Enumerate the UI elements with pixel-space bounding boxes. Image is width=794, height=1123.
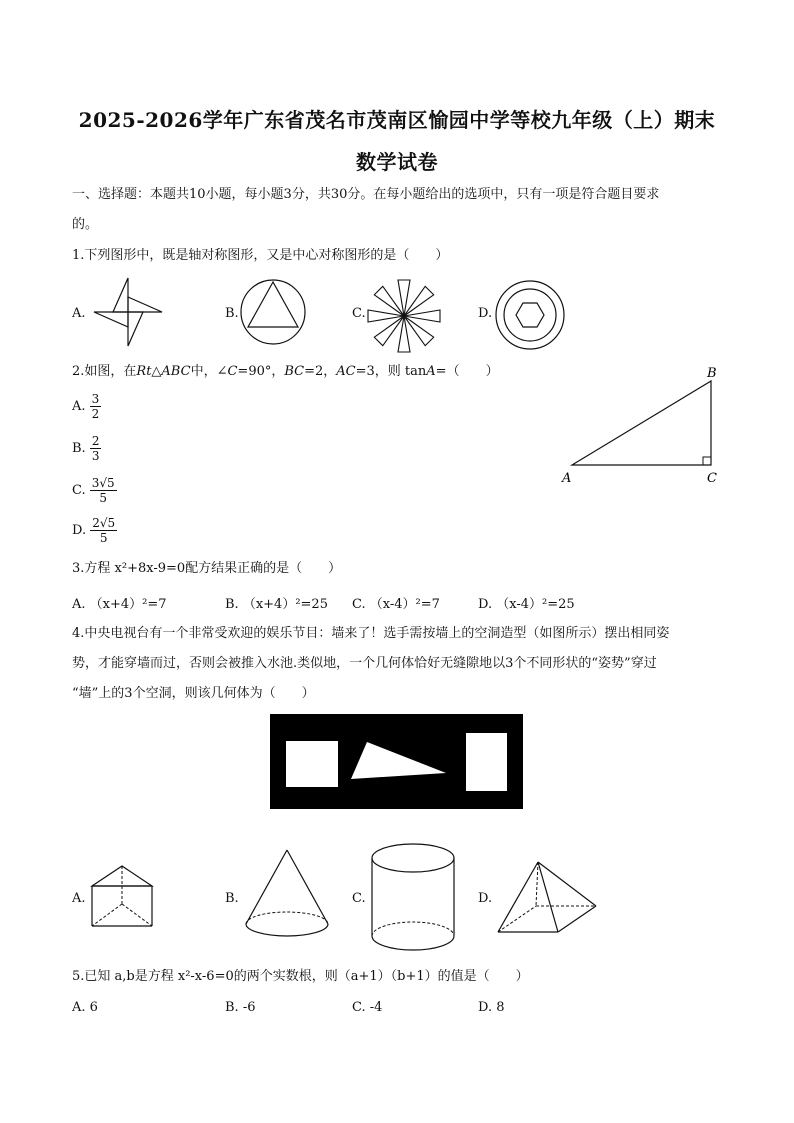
q2-option-d (72, 516, 117, 545)
section1-line1: 一、选择题：本题共10小题，每小题3分，共30分。在每小题给出的选项中，只有一项是符合题目要求 (72, 187, 660, 202)
numerator: 2√5 (92, 516, 116, 530)
q2-stem-angle-c: C (227, 364, 238, 379)
q2-stem-angle-a: A (426, 364, 436, 379)
q2-option-a (72, 392, 101, 421)
q2-stem-part: =3，则 tan (355, 364, 427, 379)
q3-stem: 3.方程 x²+8x-9=0配方结果正确的是（ ） (72, 561, 342, 576)
q1-option-a-label: A. (72, 306, 86, 321)
q2-stem-ac: AC (336, 364, 356, 379)
numerator: 3 (91, 392, 100, 406)
square-pyramid-icon (496, 860, 600, 936)
q4-stem-line1: 4.中央电视台有一个非常受欢迎的娱乐节目：墙来了！选手需按墙上的空洞造型（如图所示）摆出相同姿 (72, 626, 670, 641)
vertex-a-label: A (562, 471, 572, 486)
q4-option-d-label: D. (478, 891, 493, 906)
fraction (90, 516, 117, 545)
q3-option-b: B. （x+4）²=25 (225, 597, 328, 612)
q4-stem-line2: 势，才能穿墙而过，否则会被推入水池.类似地，一个几何体恰好无缝隙地以3个不同形状的“姿势”穿过 (72, 656, 657, 671)
q3-option-c: C. （x-4）²=7 (352, 597, 440, 612)
fraction (90, 476, 117, 505)
denominator: 5 (99, 531, 108, 545)
q5-option-d: D. 8 (478, 1000, 505, 1015)
paper-title-line2: 数学试卷 (356, 150, 438, 174)
q2-stem (72, 362, 499, 382)
fraction (90, 434, 102, 463)
q2-stem-triangle: △ABC (151, 364, 191, 379)
q2-stem-part: =2， (304, 364, 337, 379)
denominator: 2 (91, 407, 100, 421)
q2-stem-bc: BC (284, 364, 305, 379)
q2-option-b-label: B. (72, 441, 86, 456)
q3-option-a: A. （x+4）²=7 (72, 597, 167, 612)
circle-triangle-icon (240, 279, 306, 345)
paper-title-line1: 2025-2026学年广东省茂名市茂南区愉园中学等校九年级（上）期末 (78, 108, 716, 132)
q1-option-c-label: C. (352, 306, 366, 321)
cylinder-icon (370, 842, 456, 954)
vertex-c-label: C (707, 471, 717, 486)
section1-instructions (72, 180, 659, 240)
q2-stem-rt: Rt (136, 364, 152, 379)
numerator: 2 (91, 434, 100, 448)
windmill-icon (366, 278, 442, 354)
q5-stem: 5.已知 a,b是方程 x²-x-6=0的两个实数根，则（a+1）（b+1）的值是（ ） (72, 969, 529, 984)
q1-stem: 1.下列图形中，既是轴对称图形，又是中心对称图形的是（ ） (72, 248, 449, 263)
vertex-b-label: B (707, 366, 717, 381)
q2-stem-part: =90°， (237, 364, 285, 379)
q2-option-c-label: C. (72, 483, 86, 498)
pinwheel-icon (88, 276, 168, 348)
q5-option-a: A. 6 (72, 1000, 98, 1015)
fraction (90, 392, 102, 421)
denominator: 3 (91, 449, 100, 463)
q2-option-a-label: A. (72, 399, 86, 414)
wall-with-holes-figure (270, 714, 523, 809)
q2-stem-part: 2.如图，在 (72, 364, 137, 379)
q2-stem-part: 中，∠ (190, 364, 228, 379)
rectangle-hole (466, 733, 507, 791)
q4-option-c-label: C. (352, 891, 366, 906)
triangular-prism-icon (88, 862, 158, 932)
q1-option-d-label: D. (478, 306, 493, 321)
q3-option-d: D. （x-4）²=25 (478, 597, 575, 612)
q2-option-d-label: D. (72, 523, 87, 538)
q2-stem-part: =（ ） (435, 364, 499, 379)
q2-option-c (72, 476, 117, 505)
q4-stem (72, 619, 669, 709)
q4-option-a-label: A. (72, 891, 86, 906)
q5-option-b: B. -6 (225, 1000, 256, 1015)
q4-stem-line3: “墙”上的3个空洞，则该几何体为（ ） (72, 686, 315, 701)
cone-icon (244, 848, 330, 944)
denominator: 5 (99, 491, 108, 505)
section1-line2: 的。 (72, 217, 99, 232)
q5-option-c: C. -4 (352, 1000, 383, 1015)
q4-option-b-label: B. (225, 891, 239, 906)
q1-option-b-label: B. (225, 306, 239, 321)
square-hole (286, 741, 338, 787)
q2-option-b (72, 434, 101, 463)
circle-hexagon-icon (494, 279, 566, 351)
numerator: 3√5 (91, 476, 115, 490)
right-triangle-figure (560, 364, 730, 488)
